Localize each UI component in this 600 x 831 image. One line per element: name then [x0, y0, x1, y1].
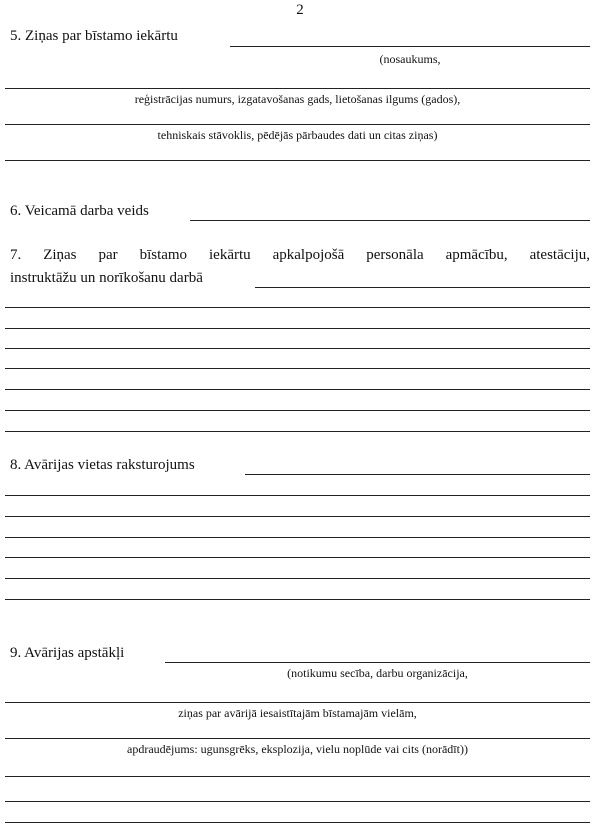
- section-9-line[interactable]: [5, 738, 590, 739]
- section-7-line[interactable]: [5, 328, 590, 329]
- section-8-line[interactable]: [5, 495, 590, 496]
- section-9-line[interactable]: [5, 801, 590, 802]
- section-5-hint-registration: reģistrācijas numurs, izgatavošanas gads, lietošanas ilgums (gados),: [134, 92, 461, 106]
- section-6-label: 6. Veicamā darba veids: [10, 203, 149, 219]
- section-9-line[interactable]: [5, 822, 590, 823]
- section-7-line[interactable]: [5, 410, 590, 411]
- section-8-label: 8. Avārijas vietas raksturojums: [10, 457, 195, 473]
- section-8-line[interactable]: [5, 599, 590, 600]
- section-9-line[interactable]: [5, 702, 590, 703]
- section-8-line[interactable]: [5, 578, 590, 579]
- section-9-hint-sequence: (notikumu secība, darbu organizācija,: [287, 666, 468, 680]
- section-6-input-line[interactable]: [190, 220, 590, 221]
- section-7-line[interactable]: [5, 389, 590, 390]
- section-5-label: 5. Ziņas par bīstamo iekārtu: [10, 28, 178, 44]
- section-8-input-line[interactable]: [245, 474, 590, 475]
- page-number: 2: [296, 2, 304, 18]
- section-7-line[interactable]: [5, 307, 590, 308]
- section-9-input-line[interactable]: [165, 662, 590, 663]
- section-5-line[interactable]: [5, 160, 590, 161]
- section-7-label-line2: instruktāžu un norīkošanu darbā: [10, 270, 203, 286]
- section-9-label: 9. Avārijas apstākļi: [10, 645, 125, 661]
- section-8-line[interactable]: [5, 557, 590, 558]
- section-5-line[interactable]: [5, 88, 590, 89]
- section-9-hint-hazard: apdraudējums: ugunsgrēks, eksplozija, vielu noplūde vai cits (norādīt)): [127, 742, 468, 756]
- section-7-input-line[interactable]: [255, 287, 590, 288]
- section-5-hint-name: (nosaukums,: [379, 52, 441, 66]
- section-5-line[interactable]: [5, 124, 590, 125]
- section-7-line[interactable]: [5, 348, 590, 349]
- section-9-line[interactable]: [5, 776, 590, 777]
- section-5-input-line[interactable]: [230, 46, 590, 47]
- section-7-label-line1: 7. Ziņas par bīstamo iekārtu apkalpojošā personāla apmācību, atestāciju,: [10, 247, 590, 263]
- section-8-line[interactable]: [5, 516, 590, 517]
- section-8-line[interactable]: [5, 537, 590, 538]
- section-7-line[interactable]: [5, 431, 590, 432]
- section-7-line[interactable]: [5, 368, 590, 369]
- section-5-hint-condition: tehniskais stāvoklis, pēdējās pārbaudes dati un citas ziņas): [157, 128, 438, 142]
- section-9-hint-substances: ziņas par avārijā iesaistītajām bīstamajām vielām,: [178, 706, 417, 720]
